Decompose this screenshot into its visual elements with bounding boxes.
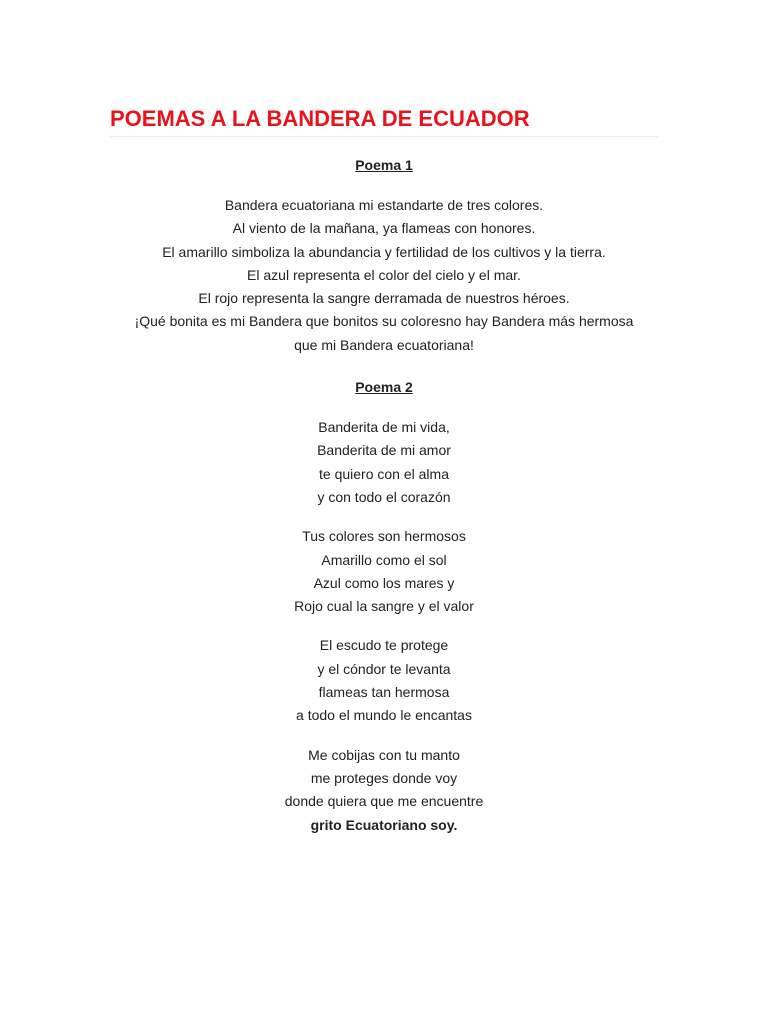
poem-2-stanza-3	[100, 634, 668, 727]
poem-line: Banderita de mi amor	[317, 442, 451, 459]
poem-line: donde quiera que me encuentre	[284, 793, 484, 810]
poem-line: a todo el mundo le encantas	[296, 707, 472, 724]
poem-line: Banderita de mi vida,	[318, 419, 450, 436]
poem-line: El amarillo simboliza la abundancia y fertilidad de los cultivos y la tierra.	[162, 243, 606, 260]
poem-line: ¡Qué bonita es mi Bandera que bonitos su coloresno hay Bandera más hermosa	[134, 313, 634, 330]
poem-line-closing: grito Ecuatoriano soy.	[310, 816, 458, 833]
poem-2-stanza-4	[100, 744, 668, 837]
poem-line: Rojo cual la sangre y el valor	[294, 598, 474, 615]
poem-line: y el cóndor te levanta	[317, 660, 451, 677]
poem-line: Azul como los mares y	[313, 574, 455, 591]
poem-1-stanza-1	[100, 194, 668, 357]
poem-line: El escudo te protege	[319, 637, 449, 654]
poem-line: Al viento de la mañana, ya flameas con honores.	[232, 220, 536, 237]
page-title: POEMAS A LA BANDERA DE ECUADOR	[110, 106, 658, 137]
poem-2-stanza-2	[100, 525, 668, 618]
poem-line: te quiero con el alma	[319, 465, 449, 482]
poem-line: me proteges donde voy	[310, 769, 458, 786]
poem-line: Bandera ecuatoriana mi estandarte de tres colores.	[224, 197, 544, 213]
poem-line: Me cobijas con tu manto	[308, 746, 460, 763]
poem-line: El azul representa el color del cielo y el mar.	[247, 266, 521, 283]
poem-line: El rojo representa la sangre derramada de nuestros héroes.	[198, 290, 570, 307]
poem-2-heading: Poema 2	[355, 379, 413, 396]
poem-content	[100, 152, 668, 837]
poem-line: Tus colores son hermosos	[302, 528, 466, 545]
poem-line: flameas tan hermosa	[318, 684, 450, 701]
poem-2-stanza-1	[100, 416, 668, 509]
poem-line: que mi Bandera ecuatoriana!	[294, 336, 474, 353]
poem-line: y con todo el corazón	[317, 488, 451, 505]
poem-1-heading: Poema 1	[355, 157, 413, 173]
poem-line: Amarillo como el sol	[321, 551, 447, 568]
